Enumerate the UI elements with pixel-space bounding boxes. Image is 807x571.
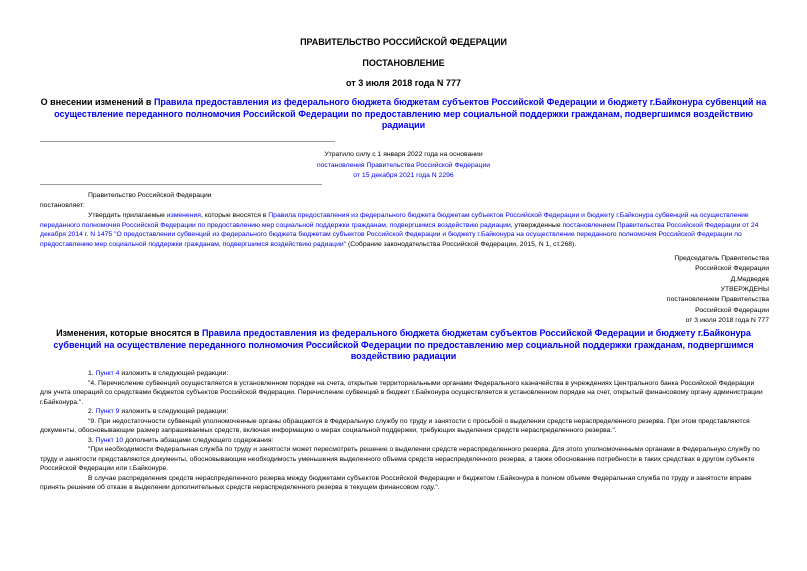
- signature-name: Д.Медведев: [730, 275, 769, 283]
- changes-rules-link[interactable]: Правила предоставления из федерального бюджета бюджетам субъектов Российской Федерации и бюджету г.Байконура субвенций на осуществление переданного полномочия Российской Федерации по предоставлению мер социальной поддержки гражданам, подвергшимся воздействию радиации: [53, 328, 754, 362]
- changes-heading: [40, 328, 767, 363]
- item-3-text-1: "При необходимости Федеральная служба по труду и занятости может пересмотреть решение о выделении средств нераспределенного резерва. Для этого уполномоченными органами в Федеральную службу по труду и занятости представляются документы, обосновывающие необходимость уменьшения выделенного объема средств нераспределенного резерва, а также обоснование потребности в таких средствах в другом субъекте Российской Федерации или г.Байконуре.: [40, 446, 760, 472]
- approve-paragraph: [40, 211, 767, 249]
- divider-rule-2: [40, 184, 322, 185]
- item-2-num: 2.: [88, 408, 96, 415]
- document-date-number: от 3 июля 2018 года N 777: [346, 78, 461, 88]
- expiry-note: [250, 150, 557, 182]
- item-3-num: 3.: [88, 436, 96, 444]
- item-1-header: [40, 369, 767, 379]
- decides-line: постановляет:: [40, 202, 85, 209]
- changes-list: [40, 369, 767, 493]
- approved-line-3: от 3 июля 2018 года N 777: [685, 317, 769, 325]
- changes-heading-prefix: Изменения, которые вносятся в: [56, 328, 202, 338]
- approve-text-1: Утвердить прилагаемые: [88, 212, 167, 219]
- item-3-rest: дополнить абзацами следующего содержания:: [123, 436, 274, 444]
- approved-line-2: Российской Федерации: [695, 306, 769, 314]
- government-line: Правительство Российской Федерации: [88, 192, 212, 199]
- item-2-header: [40, 407, 767, 417]
- signature-role-2: Российской Федерации: [695, 265, 769, 273]
- item-1-num: 1.: [88, 370, 96, 377]
- expiry-decree-link[interactable]: постановления Правительства Российской Федерации: [316, 161, 491, 169]
- item-3-text-2: В случае распределения средств нераспределенного резерва между бюджетами субъектов Российской Федерации и бюджетом г.Байконура в полном объеме Федеральная служба по труду и занятости вправе принять решение об отказе в выделении дополнительных средств нераспределенного резерва в текущем финансовом году.".: [40, 474, 752, 491]
- decree-1475-link[interactable]: постановлением Правительства Российской Федерации от 24 декабря 2014 г. N 1475 "О предоставлении субвенций из федерального бюджета бюджетам субъектов Российской Федерации и бюджету г.Байконура на осуществление переданного полномочия Российской Федерации по предоставлению мер социальной поддержки гражданам, подвергшимся воздействию радиации": [40, 221, 759, 248]
- approve-text-2: , которые вносятся в: [200, 212, 269, 219]
- item-2-link[interactable]: Пункт 9: [95, 408, 120, 415]
- item-2-text: "9. При недостаточности субвенций уполномоченные органы обращаются в Федеральную службу по труду и занятости с просьбой о выделении средств нераспределенного резерва. При этом представляются документы, обосновывающие размер запрашиваемых средств, включая информацию о мерах социальной поддержки, требующих выделения средств нераспределенного резерва.".: [40, 417, 750, 434]
- item-3-header: [40, 436, 767, 446]
- document-type: ПОСТАНОВЛЕНИЕ: [362, 58, 445, 68]
- changes-link[interactable]: изменения: [166, 212, 201, 219]
- expiry-decree-date-link[interactable]: от 15 декабря 2021 года N 2296: [353, 172, 454, 179]
- rules-link-2[interactable]: Правила предоставления из федерального бюджета бюджетам субъектов Российской Федерации и бюджету г.Байконура субвенций на осуществление переданного полномочия Российской Федерации по предоставлению мер социальной поддержки гражданам, подвергшимся воздействию радиации: [40, 212, 749, 229]
- approved-word: УТВЕРЖДЕНЫ: [720, 286, 769, 293]
- document-title: [40, 97, 767, 132]
- item-3-link[interactable]: Пункт 10: [95, 436, 124, 444]
- item-2-rest: изложить в следующей редакции:: [119, 408, 229, 415]
- item-1-text: "4. Перечисление субвенций осуществляется в установленном порядке на счета, открытые территориальными органами Федерального казначейства в учреждениях Центрального банка Российской Федерации для учета операций со средствами бюджетов субъектов Российской Федерации. Перечисление субвенций в бюджет г.Байконура осуществляется в установленном порядке на счет, открытый финансовому органу администрации г.Байконура.".: [40, 379, 763, 406]
- item-1-rest: изложить в следующей редакции:: [119, 370, 229, 377]
- approved-block: [667, 285, 769, 327]
- divider-rule: [40, 141, 335, 142]
- approved-line-1: постановлением Правительства: [666, 296, 769, 304]
- government-heading: ПРАВИТЕЛЬСТВО РОССИЙСКОЙ ФЕДЕРАЦИИ: [300, 37, 507, 47]
- expiry-line: Утратило силу с 1 января 2022 года на основании: [324, 151, 483, 158]
- title-prefix: О внесении изменений в: [40, 97, 154, 107]
- signature-block: [674, 254, 769, 285]
- approve-text-3: , утвержденные: [510, 221, 563, 229]
- approve-text-4: (Собрание законодательства Российской Федерации, 2015, N 1, ст.268).: [346, 240, 577, 248]
- item-1-link[interactable]: Пункт 4: [95, 370, 120, 377]
- rules-link[interactable]: Правила предоставления из федерального бюджета бюджетам субъектов Российской Федерации и бюджету г.Байконура субвенций на осуществление переданного полномочия Российской Федерации по предоставлению мер социальной поддержки гражданам, подвергшимся воздействию радиации: [54, 97, 767, 131]
- signature-role-1: Председатель Правительства: [674, 255, 769, 262]
